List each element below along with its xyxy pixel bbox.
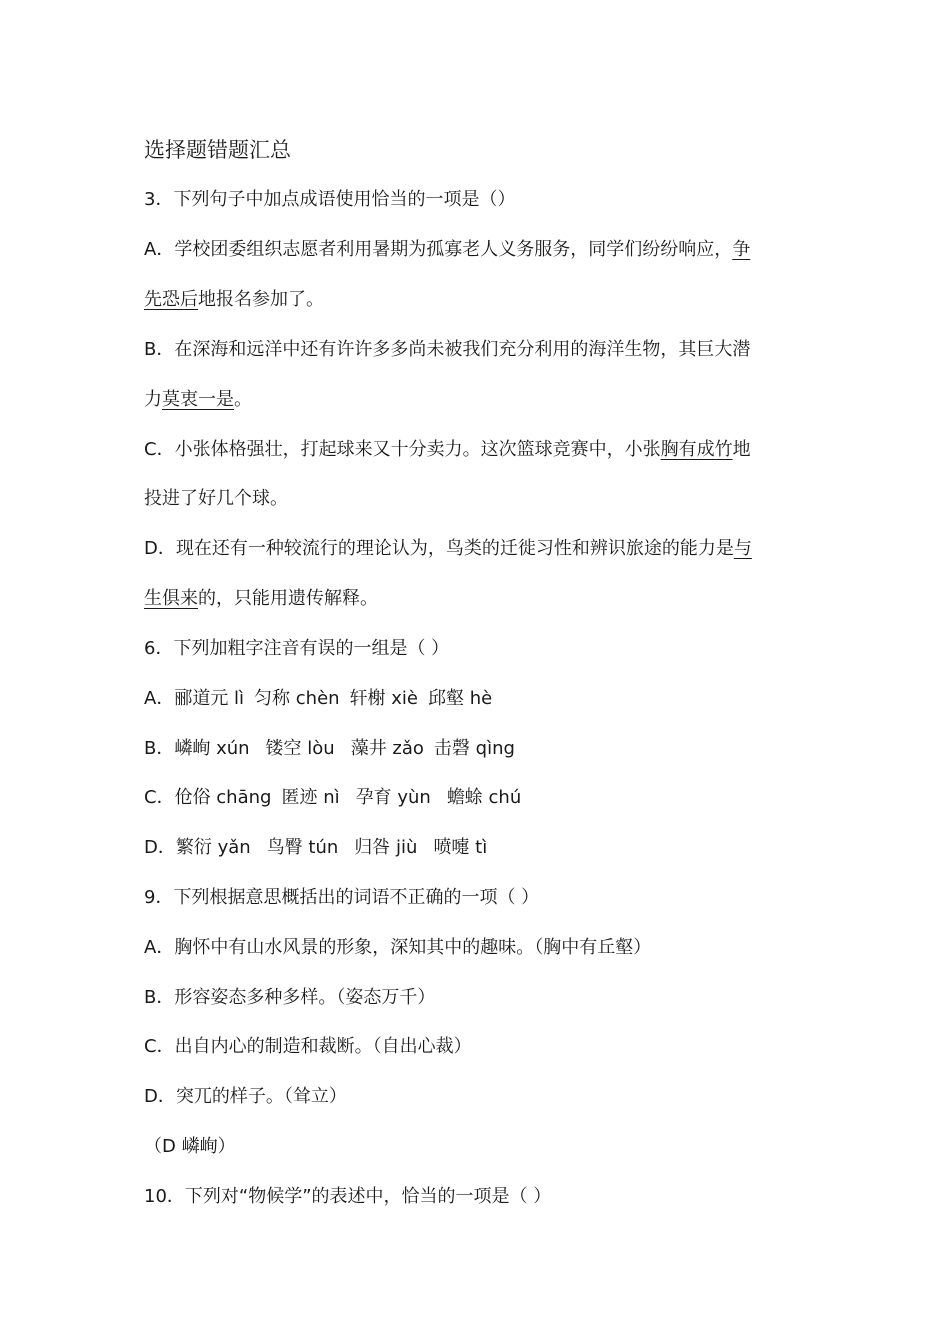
pinyin-item: 邱壑 hè <box>428 688 493 709</box>
underlined-idiom: 生俱来 <box>144 588 198 609</box>
pinyin-item: B．嶙峋 xún <box>144 738 250 759</box>
question-9-option-b: B．形容姿态多种多样。（姿态万千） <box>144 987 436 1008</box>
question-3-option-b-line-2 <box>144 387 252 413</box>
option-text: 地报名参加了。 <box>198 289 324 310</box>
pinyin-item: 镂空 lòu <box>265 738 335 759</box>
question-6-option-a <box>144 686 492 712</box>
pinyin-item: 藻井 zǎo <box>350 738 424 759</box>
pinyin-item: 蟾蜍 chú <box>446 787 522 808</box>
question-3-option-d-line-1 <box>144 536 752 562</box>
option-text: 力 <box>144 389 162 410</box>
option-text: 地 <box>732 439 751 460</box>
question-9-stem: 9．下列根据意思概括出的词语不正确的一项（ ） <box>144 887 540 908</box>
pinyin-item: 轩榭 xiè <box>349 688 419 709</box>
option-text: D．现在还有一种较流行的理论认为，鸟类的迁徙习性和辨识旅途的能力是 <box>144 538 734 559</box>
underlined-idiom: 先恐后 <box>144 289 198 310</box>
question-6-option-c <box>144 785 521 811</box>
question-9-option-a: A．胸怀中有山水风景的形象，深知其中的趣味。（胸中有丘壑） <box>144 937 652 958</box>
page-title: 选择题错题汇总 <box>144 138 291 162</box>
underlined-idiom: 胸有成竹 <box>660 439 733 460</box>
question-6-stem: 6．下列加粗字注音有误的一组是（ ） <box>144 638 450 659</box>
question-9-option-d: D．突兀的样子。（耸立） <box>144 1086 347 1107</box>
pinyin-item: 喷嚏 tì <box>433 837 488 858</box>
question-3-stem: 3．下列句子中加点成语使用恰当的一项是（） <box>144 189 516 210</box>
pinyin-item: 鸟臀 tún <box>266 837 339 858</box>
question-10-stem: 10．下列对“物候学”的表述中，恰当的一项是（ ） <box>144 1186 552 1207</box>
question-3-option-c-line-1 <box>144 437 751 463</box>
pinyin-item: 归咎 jiù <box>354 837 418 858</box>
underlined-idiom: 与 <box>733 538 752 559</box>
question-6-option-d <box>144 835 487 861</box>
question-3-option-d-line-2 <box>144 586 378 612</box>
underlined-idiom: 争 <box>732 239 751 260</box>
pinyin-item: 匀称 chèn <box>254 688 340 709</box>
option-text: A．学校团委组织志愿者利用暑期为孤寡老人义务服务，同学们纷纷响应， <box>144 239 733 260</box>
pinyin-item: 匿迹 nì <box>281 787 340 808</box>
option-text: 的，只能用遗传解释。 <box>198 588 378 609</box>
pinyin-item: D．繁衍 yǎn <box>144 837 251 858</box>
pinyin-item: 击磬 qìng <box>433 738 515 759</box>
pinyin-item: C．伧俗 chāng <box>144 787 272 808</box>
option-text: 。 <box>234 389 252 410</box>
pinyin-item: A．郦道元 lì <box>144 688 245 709</box>
pinyin-item: 孕育 yùn <box>355 787 431 808</box>
question-6-option-b <box>144 736 515 762</box>
question-3-option-c-line-2: 投进了好几个球。 <box>144 488 288 509</box>
underlined-idiom: 莫衷一是 <box>162 389 234 410</box>
question-9-answer-note: （D 嶙峋） <box>144 1136 236 1157</box>
question-9-option-c: C．出自内心的制造和裁断。（自出心裁） <box>144 1036 472 1057</box>
question-3-option-a-line-2 <box>144 287 324 313</box>
option-text: C．小张体格强壮，打起球来又十分卖力。这次篮球竞赛中，小张 <box>144 439 661 460</box>
question-3-option-b-line-1: B．在深海和远洋中还有许许多多尚未被我们充分利用的海洋生物，其巨大潜 <box>144 339 751 360</box>
question-3-option-a-line-1 <box>144 237 750 263</box>
